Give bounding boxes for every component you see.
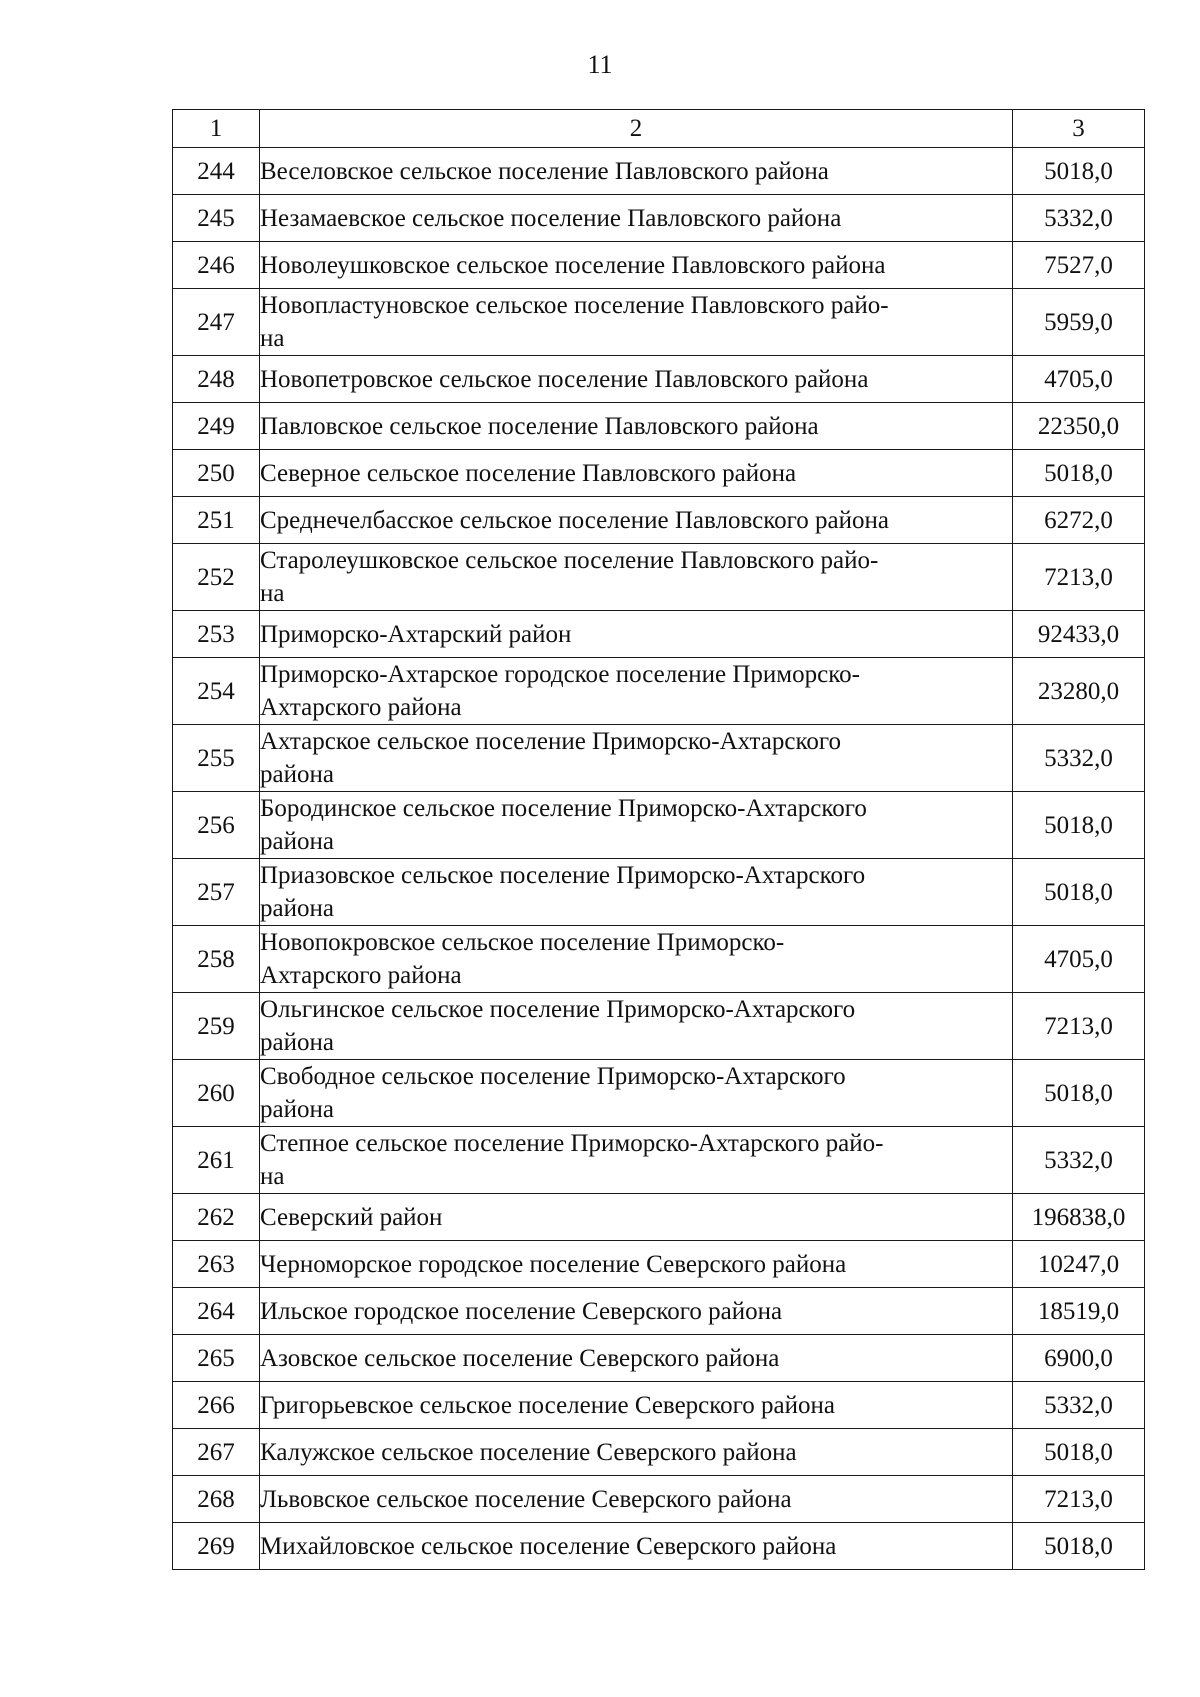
row-number: 258 xyxy=(173,926,260,993)
row-number: 262 xyxy=(173,1194,260,1241)
settlement-name xyxy=(260,859,1013,926)
settlement-name-line: Бородинское сельское поселение Приморско-Ахтарского xyxy=(260,795,867,822)
header-row xyxy=(173,110,1145,148)
settlement-name-line: Веселовское сельское поселение Павловского района xyxy=(260,157,829,185)
table-row xyxy=(173,1429,1145,1476)
settlement-name-line: Приморско-Ахтарский район xyxy=(260,620,572,648)
settlement-name xyxy=(260,1429,1013,1476)
row-number: 259 xyxy=(173,993,260,1060)
settlement-name-line: Северский район xyxy=(260,1203,443,1231)
row-number: 263 xyxy=(173,1241,260,1288)
amount-value: 7213,0 xyxy=(1013,544,1145,611)
table-row xyxy=(173,1194,1145,1241)
settlement-name-line: Приморско-Ахтарское городское поселение Приморско- xyxy=(260,661,860,688)
amount-value: 18519,0 xyxy=(1013,1288,1145,1335)
row-number: 246 xyxy=(173,242,260,289)
amount-value: 10247,0 xyxy=(1013,1241,1145,1288)
table-row xyxy=(173,403,1145,450)
settlement-name-line: Степное сельское поселение Приморско-Ахтарского райо- xyxy=(260,1130,884,1157)
table-row xyxy=(173,148,1145,195)
settlement-name xyxy=(260,611,1013,658)
amount-value: 5018,0 xyxy=(1013,1523,1145,1570)
row-number: 265 xyxy=(173,1335,260,1382)
column-header-1: 1 xyxy=(173,110,260,148)
settlement-name-line: Среднечелбасское сельское поселение Павловского района xyxy=(260,506,889,534)
settlement-name xyxy=(260,1476,1013,1523)
row-number: 254 xyxy=(173,658,260,725)
amount-value: 5959,0 xyxy=(1013,289,1145,356)
row-number: 251 xyxy=(173,497,260,544)
settlement-name-line: Ахтарского района xyxy=(260,962,462,989)
settlement-name-line: Ильское городское поселение Северского района xyxy=(260,1297,783,1325)
settlement-name-line: Ахтарское сельское поселение Приморско-Ахтарского xyxy=(260,728,841,755)
settlement-name xyxy=(260,148,1013,195)
settlement-name-line: района xyxy=(260,895,334,922)
table-row xyxy=(173,611,1145,658)
amount-value: 5018,0 xyxy=(1013,148,1145,195)
settlement-name xyxy=(260,792,1013,859)
settlement-name xyxy=(260,1382,1013,1429)
amount-value: 92433,0 xyxy=(1013,611,1145,658)
settlement-name xyxy=(260,403,1013,450)
amount-value: 196838,0 xyxy=(1013,1194,1145,1241)
settlement-name-line: Новопетровское сельское поселение Павловского района xyxy=(260,365,869,393)
settlement-name xyxy=(260,289,1013,356)
table-row xyxy=(173,1127,1145,1194)
settlement-name xyxy=(260,1194,1013,1241)
settlement-name-line: Ахтарского района xyxy=(260,694,462,721)
row-number: 268 xyxy=(173,1476,260,1523)
settlement-name-line: Северное сельское поселение Павловского района xyxy=(260,459,797,487)
table-row xyxy=(173,1382,1145,1429)
settlement-name-line: Михайловское сельское поселение Северского района xyxy=(260,1532,837,1560)
row-number: 256 xyxy=(173,792,260,859)
table-row xyxy=(173,1335,1145,1382)
settlement-name-line: Павловское сельское поселение Павловского района xyxy=(260,412,819,440)
settlement-name-line: Львовское сельское поселение Северского района xyxy=(260,1485,792,1513)
table-row xyxy=(173,1476,1145,1523)
table-row xyxy=(173,1288,1145,1335)
table-row xyxy=(173,725,1145,792)
row-number: 264 xyxy=(173,1288,260,1335)
table-row xyxy=(173,859,1145,926)
table-row xyxy=(173,1060,1145,1127)
amount-value: 7213,0 xyxy=(1013,993,1145,1060)
settlement-name-line: Азовское сельское поселение Северского района xyxy=(260,1344,780,1372)
amount-value: 5018,0 xyxy=(1013,1429,1145,1476)
settlement-name-line: Ольгинское сельское поселение Приморско-Ахтарского xyxy=(260,996,856,1023)
settlement-name-line: района xyxy=(260,1096,334,1123)
settlement-name-line: Новопластуновское сельское поселение Павловского райо- xyxy=(260,292,889,319)
table-row xyxy=(173,1523,1145,1570)
settlement-name-line: Черноморское городское поселение Северского района xyxy=(260,1250,847,1278)
settlement-name-line: на xyxy=(260,325,285,352)
table-row xyxy=(173,792,1145,859)
settlement-name-line: Новопокровское сельское поселение Приморско- xyxy=(260,929,785,956)
table-body xyxy=(173,148,1145,1570)
amount-value: 5018,0 xyxy=(1013,859,1145,926)
row-number: 245 xyxy=(173,195,260,242)
settlement-name-line: Старолеушковское сельское поселение Павловского райо- xyxy=(260,547,879,574)
settlement-name xyxy=(260,1523,1013,1570)
settlement-name-line: Калужское сельское поселение Северского района xyxy=(260,1438,797,1466)
settlement-name-line: Приазовское сельское поселение Приморско-Ахтарского xyxy=(260,862,866,889)
settlement-name xyxy=(260,450,1013,497)
settlement-name xyxy=(260,993,1013,1060)
settlement-name xyxy=(260,497,1013,544)
row-number: 244 xyxy=(173,148,260,195)
row-number: 260 xyxy=(173,1060,260,1127)
amount-value: 6272,0 xyxy=(1013,497,1145,544)
row-number: 249 xyxy=(173,403,260,450)
settlement-name xyxy=(260,926,1013,993)
table-row xyxy=(173,926,1145,993)
settlement-name-line: района xyxy=(260,761,334,788)
settlement-name xyxy=(260,195,1013,242)
amount-value: 6900,0 xyxy=(1013,1335,1145,1382)
amount-value: 7213,0 xyxy=(1013,1476,1145,1523)
row-number: 266 xyxy=(173,1382,260,1429)
settlement-name-line: на xyxy=(260,1163,285,1190)
amount-value: 5332,0 xyxy=(1013,725,1145,792)
row-number: 267 xyxy=(173,1429,260,1476)
settlement-name xyxy=(260,1335,1013,1382)
row-number: 255 xyxy=(173,725,260,792)
settlement-name-line: района xyxy=(260,828,334,855)
column-header-3: 3 xyxy=(1013,110,1145,148)
row-number: 253 xyxy=(173,611,260,658)
row-number: 247 xyxy=(173,289,260,356)
table-row xyxy=(173,497,1145,544)
settlement-name-line: Григорьевское сельское поселение Северского района xyxy=(260,1391,835,1419)
column-header-2: 2 xyxy=(260,110,1013,148)
row-number: 250 xyxy=(173,450,260,497)
settlement-name-line: района xyxy=(260,1029,334,1056)
amount-value: 5018,0 xyxy=(1013,1060,1145,1127)
table-row xyxy=(173,993,1145,1060)
settlement-name xyxy=(260,356,1013,403)
table-row xyxy=(173,242,1145,289)
page-number: 11 xyxy=(587,50,613,79)
table-row xyxy=(173,356,1145,403)
settlement-name xyxy=(260,544,1013,611)
table-row xyxy=(173,1241,1145,1288)
settlement-name-line: Свободное сельское поселение Приморско-Ахтарского xyxy=(260,1063,846,1090)
amount-value: 5332,0 xyxy=(1013,195,1145,242)
settlement-name xyxy=(260,1060,1013,1127)
settlement-name xyxy=(260,242,1013,289)
amount-value: 5332,0 xyxy=(1013,1382,1145,1429)
settlement-name xyxy=(260,1241,1013,1288)
amount-value: 4705,0 xyxy=(1013,926,1145,993)
amount-value: 7527,0 xyxy=(1013,242,1145,289)
settlement-name-line: на xyxy=(260,580,285,607)
amount-value: 4705,0 xyxy=(1013,356,1145,403)
amount-value: 23280,0 xyxy=(1013,658,1145,725)
table-row xyxy=(173,289,1145,356)
amount-value: 5018,0 xyxy=(1013,792,1145,859)
row-number: 248 xyxy=(173,356,260,403)
amount-value: 22350,0 xyxy=(1013,403,1145,450)
row-number: 257 xyxy=(173,859,260,926)
settlement-name-line: Незамаевское сельское поселение Павловского района xyxy=(260,204,842,232)
settlement-name-line: Новолеушковское сельское поселение Павловского района xyxy=(260,251,886,279)
settlement-name xyxy=(260,658,1013,725)
row-number: 261 xyxy=(173,1127,260,1194)
row-number: 252 xyxy=(173,544,260,611)
amount-value: 5018,0 xyxy=(1013,450,1145,497)
table-row xyxy=(173,544,1145,611)
settlements-table xyxy=(172,109,1145,1570)
row-number: 269 xyxy=(173,1523,260,1570)
table-row xyxy=(173,195,1145,242)
settlement-name xyxy=(260,1127,1013,1194)
amount-value: 5332,0 xyxy=(1013,1127,1145,1194)
table-row xyxy=(173,450,1145,497)
table-header xyxy=(173,110,1145,148)
settlement-name xyxy=(260,1288,1013,1335)
settlement-name xyxy=(260,725,1013,792)
table-row xyxy=(173,658,1145,725)
